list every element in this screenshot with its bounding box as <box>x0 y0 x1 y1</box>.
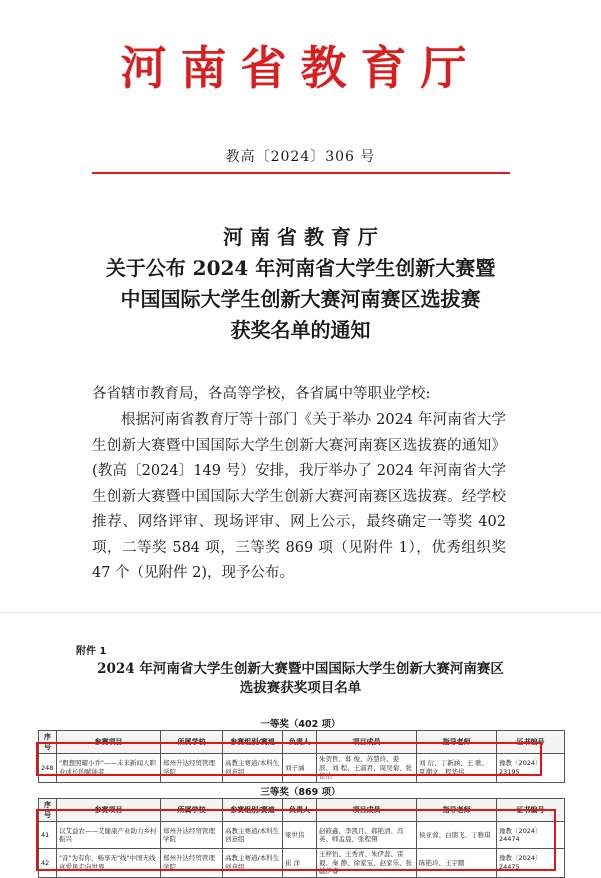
column-header: 负责人 <box>283 731 317 754</box>
table-cell: "音"为有你，畅享无"线"中国无线真爱风走向世界 <box>57 849 161 878</box>
table-cell: 高教主赛道/本科生创意组 <box>223 849 283 878</box>
body-paragraph: 根据河南省教育厅等十部门《关于举办 2024 年河南省大学生创新大赛暨中国国际大学生创新大赛河南赛区选拔赛的通知》(教高〔2024〕149 号）安排，我厅举办了 2024 年河南省大学生创新大赛暨中国国际大学生创新大赛河南赛区选拔赛。经学校推荐、网络评审、现场评审、网上公示，最终确定一等奖 402 项，二等奖 584 项，三等奖 869 项（见附件 1），优秀组织奖 47 个（见附件 2)，现予公布。 <box>92 412 506 581</box>
table-cell: 248 <box>39 754 57 783</box>
letterhead-agency: 河南省教育厅 <box>120 41 481 95</box>
table-cell: 郑州升达经贸管理学院 <box>161 849 223 878</box>
table-cell: 梁世伟 <box>283 822 317 849</box>
salutation: 各省辖市教育局，各高等学校，各省属中等职业学校: <box>92 386 431 402</box>
table-cell: "瑕想照耀小乔"——未来新闻人职业成长的赋能者 <box>57 754 161 783</box>
annex-page <box>0 626 601 875</box>
table-row <box>39 754 565 783</box>
third-prize-table <box>38 798 565 878</box>
column-header: 证书编号 <box>497 731 565 754</box>
table-cell: 豫教〔2024〕23195 <box>497 754 565 783</box>
table-cell: 以艾益农——艾健康产业助力乡村振兴 <box>57 822 161 849</box>
table-cell: 41 <box>39 822 57 849</box>
table-cell: 刘 衍、丁新涵、王 歌、夏潮文、程华伟 <box>417 754 497 783</box>
title-line: 中国国际大学生创新大赛河南赛区选拔赛 <box>120 287 481 311</box>
column-header: 序号 <box>39 731 57 754</box>
column-header: 负责人 <box>283 799 317 822</box>
title-line: 河 南 省 教 育 厅 <box>223 225 378 249</box>
column-header: 参赛组别/赛道 <box>223 799 283 822</box>
table-cell: 郑州升达经贸管理学院 <box>161 822 223 849</box>
first-prize-table <box>38 730 565 783</box>
annex-title-line: 选拔赛获奖项目名单 <box>239 680 362 696</box>
document-number: 教高〔2024〕306 号 <box>225 149 376 165</box>
column-header: 指导老师 <box>417 799 497 822</box>
table-cell: 42 <box>39 849 57 878</box>
table-row <box>39 822 565 849</box>
title-line: 关于公布 2024 年河南省大学生创新大赛暨 <box>105 256 496 280</box>
table-cell: 高教主赛道/本科生创意组 <box>223 754 283 783</box>
table-cell: 赵筱鑫、李凯月、郝艳清、冯 英、师孟晨、张程翔 <box>317 822 417 849</box>
page-separator <box>0 612 601 627</box>
column-header: 参赛项目 <box>57 799 161 822</box>
table-cell: 陈艳玲、王宇鹏 <box>417 849 497 878</box>
table-cell: 郑州升达经贸管理学院 <box>161 754 223 783</box>
column-header: 所属学校 <box>161 731 223 754</box>
column-header: 序号 <box>39 799 57 822</box>
annex-label: 附件 1 <box>76 646 107 657</box>
column-header: 证书编号 <box>497 799 565 822</box>
table-header-row <box>39 799 565 822</box>
column-header: 项目成员 <box>317 799 417 822</box>
table-cell: 王梓怡、王秀青、朱伊蕊、雷 毅、秦 静、徐家宝、赵家乐、张毓伊睿 <box>317 849 417 878</box>
first-prize-heading: 一等奖（402 项） <box>260 719 341 730</box>
red-divider-line <box>92 172 510 174</box>
column-header: 参赛组别/赛道 <box>223 731 283 754</box>
column-header: 项目成员 <box>317 731 417 754</box>
table-cell: 高教主赛道/本科生创意组 <box>223 822 283 849</box>
table-cell: 崔 洋 <box>283 849 317 878</box>
table-row <box>39 849 565 878</box>
notice-title <box>0 222 601 346</box>
annex-title <box>0 660 601 698</box>
column-header: 参赛项目 <box>57 731 161 754</box>
third-prize-heading: 三等奖（869 项） <box>260 787 341 798</box>
table-cell: 刘子涵 <box>283 754 317 783</box>
annex-title-line: 2024 年河南省大学生创新大赛暨中国国际大学生创新大赛河南赛区 <box>97 661 504 677</box>
column-header: 所属学校 <box>161 799 223 822</box>
table-cell: 豫教〔2024〕24475 <box>497 849 565 878</box>
table-header-row <box>39 731 565 754</box>
table-cell: 侯亚蓉、白朋飞、丁雅琪 <box>417 822 497 849</box>
title-line: 获奖名单的通知 <box>230 318 371 342</box>
column-header: 指导老师 <box>417 731 497 754</box>
table-cell: 豫教〔2024〕24474 <box>497 822 565 849</box>
table-cell: 朱贺哲、暮 俊、苏慧玲、姜 滨、刘 程、王淑君、周吴菊、张佳怡 <box>317 754 417 783</box>
